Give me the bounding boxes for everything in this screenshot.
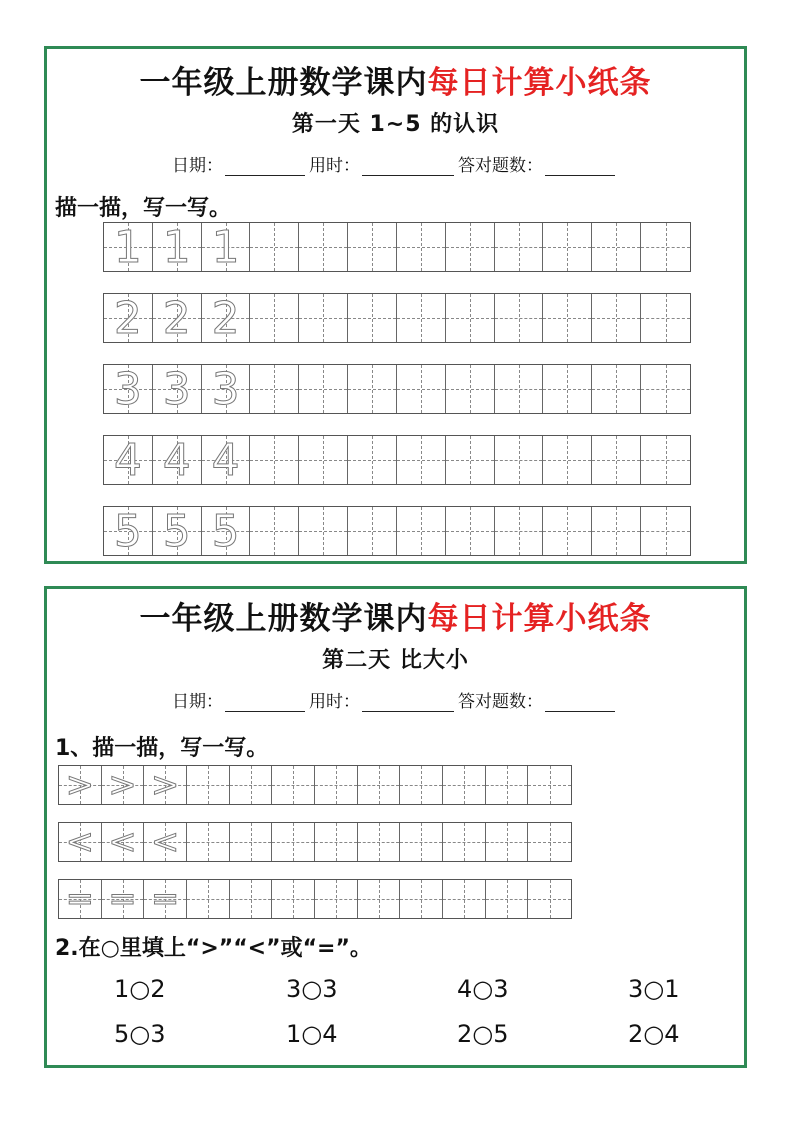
- trace-glyph: 1: [211, 223, 240, 271]
- writing-cell[interactable]: [358, 880, 401, 918]
- comparison-problem[interactable]: 4○3: [457, 975, 509, 1003]
- trace-cell: [153, 436, 202, 484]
- trace-cell: [104, 507, 153, 555]
- time-label: 用时：: [309, 156, 360, 176]
- trace-cell: [59, 766, 102, 804]
- writing-cell[interactable]: [299, 223, 348, 271]
- trace-glyph: <: [108, 823, 137, 861]
- trace-cell: [102, 766, 145, 804]
- writing-cell[interactable]: [446, 507, 495, 555]
- date-blank[interactable]: [225, 693, 305, 712]
- writing-cell[interactable]: [641, 294, 690, 342]
- writing-cell[interactable]: [299, 436, 348, 484]
- writing-cell[interactable]: [230, 880, 273, 918]
- writing-cell[interactable]: [543, 294, 592, 342]
- time-blank[interactable]: [362, 157, 454, 176]
- comparison-problem[interactable]: 5○3: [114, 1020, 166, 1048]
- writing-cell[interactable]: [299, 294, 348, 342]
- trace-cell: [104, 294, 153, 342]
- writing-cell[interactable]: [486, 766, 529, 804]
- correct-blank[interactable]: [545, 693, 615, 712]
- writing-cell[interactable]: [187, 766, 230, 804]
- writing-cell[interactable]: [348, 365, 397, 413]
- writing-cell[interactable]: [641, 223, 690, 271]
- writing-cell[interactable]: [397, 223, 446, 271]
- info-row: [47, 687, 744, 712]
- trace-cell: [202, 223, 251, 271]
- trace-glyph: <: [65, 823, 95, 861]
- writing-cell[interactable]: [348, 223, 397, 271]
- trace-glyph: 1: [113, 223, 142, 271]
- trace-glyph: 3: [162, 365, 191, 413]
- trace-cell: [104, 436, 153, 484]
- writing-cell[interactable]: [592, 436, 641, 484]
- writing-cell[interactable]: [358, 823, 401, 861]
- day-subtitle: 第二天 比大小: [322, 648, 469, 673]
- comparison-problem[interactable]: 3○3: [286, 975, 338, 1003]
- date-blank[interactable]: [225, 157, 305, 176]
- writing-cell[interactable]: [250, 365, 299, 413]
- tracing-row: [103, 364, 691, 414]
- correct-blank[interactable]: [545, 157, 615, 176]
- worksheet-title: [47, 57, 744, 102]
- tracing-row: [103, 222, 691, 272]
- comparison-problem[interactable]: 3○1: [628, 975, 680, 1003]
- trace-glyph: 5: [162, 507, 191, 555]
- writing-cell[interactable]: [495, 223, 544, 271]
- writing-cell[interactable]: [272, 766, 315, 804]
- trace-cell: [59, 823, 102, 861]
- trace-glyph: =: [150, 880, 180, 918]
- writing-cell[interactable]: [486, 823, 529, 861]
- writing-cell[interactable]: [528, 766, 571, 804]
- trace-glyph: >: [65, 766, 95, 804]
- writing-cell[interactable]: [397, 365, 446, 413]
- writing-cell[interactable]: [348, 507, 397, 555]
- tracing-row: [103, 506, 691, 556]
- trace-cell: [153, 365, 202, 413]
- writing-cell[interactable]: [187, 823, 230, 861]
- writing-cell[interactable]: [543, 507, 592, 555]
- title-main: 一年级上册数学课内: [139, 601, 428, 637]
- writing-cell[interactable]: [230, 766, 273, 804]
- writing-cell[interactable]: [495, 436, 544, 484]
- instruction-compare: 2.在○里填上“>”“<”或“=”。: [55, 936, 372, 961]
- trace-glyph: <: [150, 823, 180, 861]
- writing-cell[interactable]: [495, 365, 544, 413]
- writing-cell[interactable]: [187, 880, 230, 918]
- trace-glyph: >: [150, 766, 180, 804]
- date-label: 日期：: [172, 156, 223, 176]
- trace-glyph: 5: [211, 507, 240, 555]
- writing-cell[interactable]: [592, 223, 641, 271]
- writing-cell[interactable]: [400, 823, 443, 861]
- date-label: 日期：: [172, 692, 223, 712]
- trace-glyph: 2: [162, 294, 191, 342]
- writing-cell[interactable]: [315, 880, 358, 918]
- writing-cell[interactable]: [397, 507, 446, 555]
- writing-cell[interactable]: [272, 880, 315, 918]
- trace-glyph: 2: [113, 294, 142, 342]
- trace-cell: [202, 507, 251, 555]
- writing-cell[interactable]: [315, 823, 358, 861]
- trace-cell: [153, 223, 202, 271]
- writing-cell[interactable]: [641, 436, 690, 484]
- writing-cell[interactable]: [641, 365, 690, 413]
- trace-cell: [144, 823, 187, 861]
- trace-cell: [59, 880, 102, 918]
- tracing-row: [58, 879, 572, 919]
- title-main: 一年级上册数学课内: [139, 65, 428, 101]
- writing-cell[interactable]: [315, 766, 358, 804]
- writing-cell[interactable]: [250, 507, 299, 555]
- writing-cell[interactable]: [446, 294, 495, 342]
- writing-cell[interactable]: [299, 507, 348, 555]
- writing-cell[interactable]: [592, 507, 641, 555]
- writing-cell[interactable]: [543, 223, 592, 271]
- tracing-row: [103, 293, 691, 343]
- instruction-trace: 1、描一描，写一写。: [55, 736, 269, 761]
- trace-glyph: 1: [162, 223, 191, 271]
- trace-glyph: 4: [113, 436, 142, 484]
- title-highlight: 每日计算小纸条: [427, 601, 652, 637]
- info-row: [47, 151, 744, 176]
- worksheet-title: [47, 593, 744, 638]
- trace-cell: [202, 294, 251, 342]
- writing-cell[interactable]: [543, 436, 592, 484]
- writing-cell[interactable]: [272, 823, 315, 861]
- writing-cell[interactable]: [446, 365, 495, 413]
- trace-glyph: 4: [211, 436, 240, 484]
- writing-cell[interactable]: [528, 880, 571, 918]
- trace-cell: [104, 365, 153, 413]
- writing-cell[interactable]: [250, 294, 299, 342]
- writing-cell[interactable]: [543, 365, 592, 413]
- trace-glyph: 4: [162, 436, 191, 484]
- writing-cell[interactable]: [443, 823, 486, 861]
- writing-cell[interactable]: [400, 880, 443, 918]
- trace-glyph: 3: [113, 365, 142, 413]
- writing-cell[interactable]: [592, 365, 641, 413]
- writing-cell[interactable]: [397, 294, 446, 342]
- writing-cell[interactable]: [446, 223, 495, 271]
- writing-cell[interactable]: [250, 436, 299, 484]
- comparison-problem[interactable]: 2○4: [628, 1020, 680, 1048]
- writing-cell[interactable]: [348, 294, 397, 342]
- writing-cell[interactable]: [299, 365, 348, 413]
- comparison-problem[interactable]: 1○2: [114, 975, 166, 1003]
- writing-cell[interactable]: [486, 880, 529, 918]
- correct-label: 答对题数：: [458, 692, 543, 712]
- instruction: 描一描，写一写。: [55, 196, 232, 221]
- writing-cell[interactable]: [528, 823, 571, 861]
- trace-cell: [153, 507, 202, 555]
- writing-cell[interactable]: [495, 507, 544, 555]
- writing-cell[interactable]: [641, 507, 690, 555]
- comparison-problem[interactable]: 1○4: [286, 1020, 338, 1048]
- trace-glyph: =: [108, 880, 137, 918]
- trace-cell: [102, 823, 145, 861]
- time-blank[interactable]: [362, 693, 454, 712]
- writing-cell[interactable]: [443, 766, 486, 804]
- writing-cell[interactable]: [495, 294, 544, 342]
- writing-cell[interactable]: [397, 436, 446, 484]
- tracing-row: [58, 765, 572, 805]
- correct-label: 答对题数：: [458, 156, 543, 176]
- trace-cell: [202, 365, 251, 413]
- trace-glyph: 2: [211, 294, 240, 342]
- trace-glyph: =: [65, 880, 95, 918]
- trace-cell: [144, 880, 187, 918]
- trace-glyph: 5: [113, 507, 142, 555]
- writing-cell[interactable]: [250, 223, 299, 271]
- trace-cell: [102, 880, 145, 918]
- trace-glyph: >: [108, 766, 137, 804]
- trace-glyph: 3: [211, 365, 240, 413]
- tracing-row: [103, 435, 691, 485]
- writing-cell[interactable]: [446, 436, 495, 484]
- writing-cell[interactable]: [230, 823, 273, 861]
- writing-cell[interactable]: [348, 436, 397, 484]
- trace-cell: [104, 223, 153, 271]
- day-subtitle: 第一天 1~5 的认识: [291, 112, 500, 137]
- worksheet-day2: [44, 586, 747, 1068]
- trace-cell: [144, 766, 187, 804]
- tracing-row: [58, 822, 572, 862]
- title-highlight: 每日计算小纸条: [427, 65, 652, 101]
- time-label: 用时：: [309, 692, 360, 712]
- writing-cell[interactable]: [443, 880, 486, 918]
- worksheet-day1: [44, 46, 747, 564]
- writing-cell[interactable]: [358, 766, 401, 804]
- trace-cell: [153, 294, 202, 342]
- comparison-problem[interactable]: 2○5: [457, 1020, 509, 1048]
- writing-cell[interactable]: [592, 294, 641, 342]
- writing-cell[interactable]: [400, 766, 443, 804]
- trace-cell: [202, 436, 251, 484]
